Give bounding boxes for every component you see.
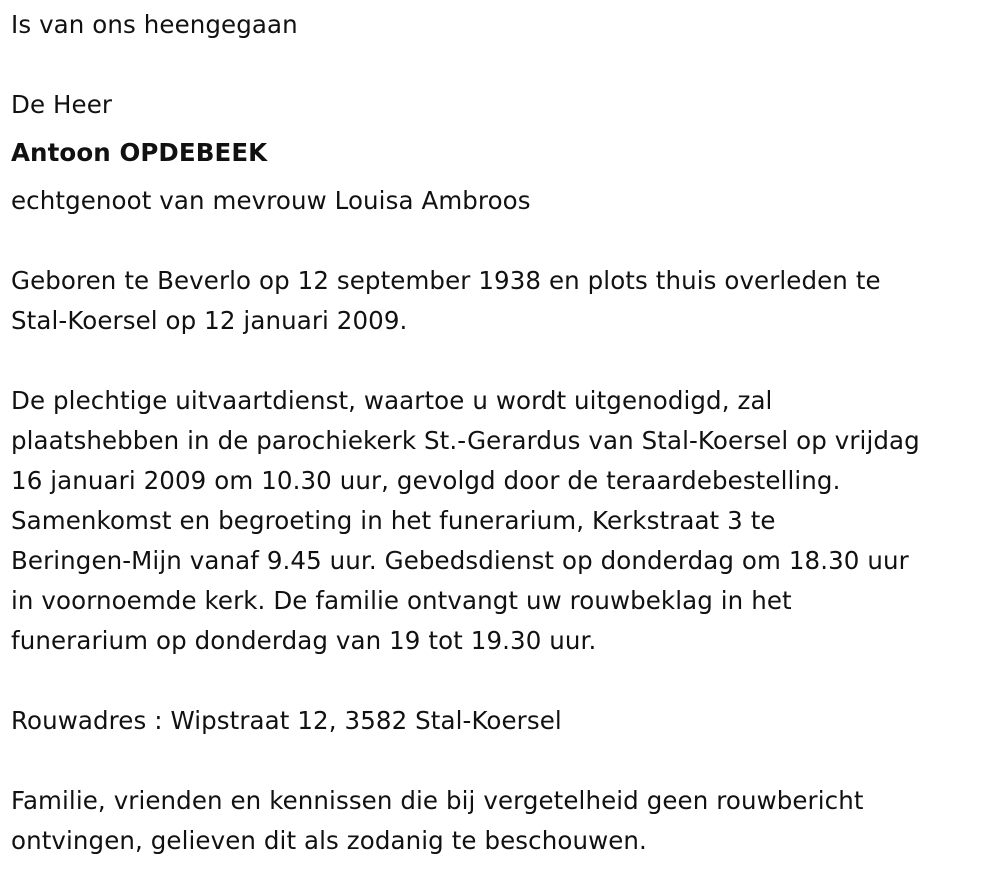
closing-line: ontvingen, gelieven dit als zodanig te beschouwen.	[11, 826, 647, 855]
birth-death-line: Geboren te Beverlo op 12 september 1938 en plots thuis overleden te	[11, 266, 881, 295]
service-line: De plechtige uitvaartdienst, waartoe u wordt uitgenodigd, zal	[11, 386, 773, 415]
salutation: De Heer	[11, 90, 113, 119]
service-line: in voornoemde kerk. De familie ontvangt uw rouwbeklag in het	[11, 586, 792, 615]
service-line: Beringen-Mijn vanaf 9.45 uur. Gebedsdienst op donderdag om 18.30 uur	[11, 546, 909, 575]
closing-line: Familie, vrienden en kennissen die bij vergetelheid geen rouwbericht	[11, 786, 864, 815]
spouse-line: echtgenoot van mevrouw Louisa Ambroos	[11, 186, 531, 215]
mourning-address: Rouwadres : Wipstraat 12, 3582 Stal-Koersel	[11, 706, 562, 735]
birth-death-line: Stal-Koersel op 12 januari 2009.	[11, 306, 408, 335]
service-line: funerarium op donderdag van 19 tot 19.30 uur.	[11, 626, 597, 655]
intro-line: Is van ons heengegaan	[11, 10, 298, 39]
service-line: plaatshebben in de parochiekerk St.-Gerardus van Stal-Koersel op vrijdag	[11, 426, 920, 455]
service-line: Samenkomst en begroeting in het funerarium, Kerkstraat 3 te	[11, 506, 776, 535]
deceased-name: Antoon OPDEBEEK	[11, 138, 268, 167]
service-line: 16 januari 2009 om 10.30 uur, gevolgd door de teraardebestelling.	[11, 466, 841, 495]
